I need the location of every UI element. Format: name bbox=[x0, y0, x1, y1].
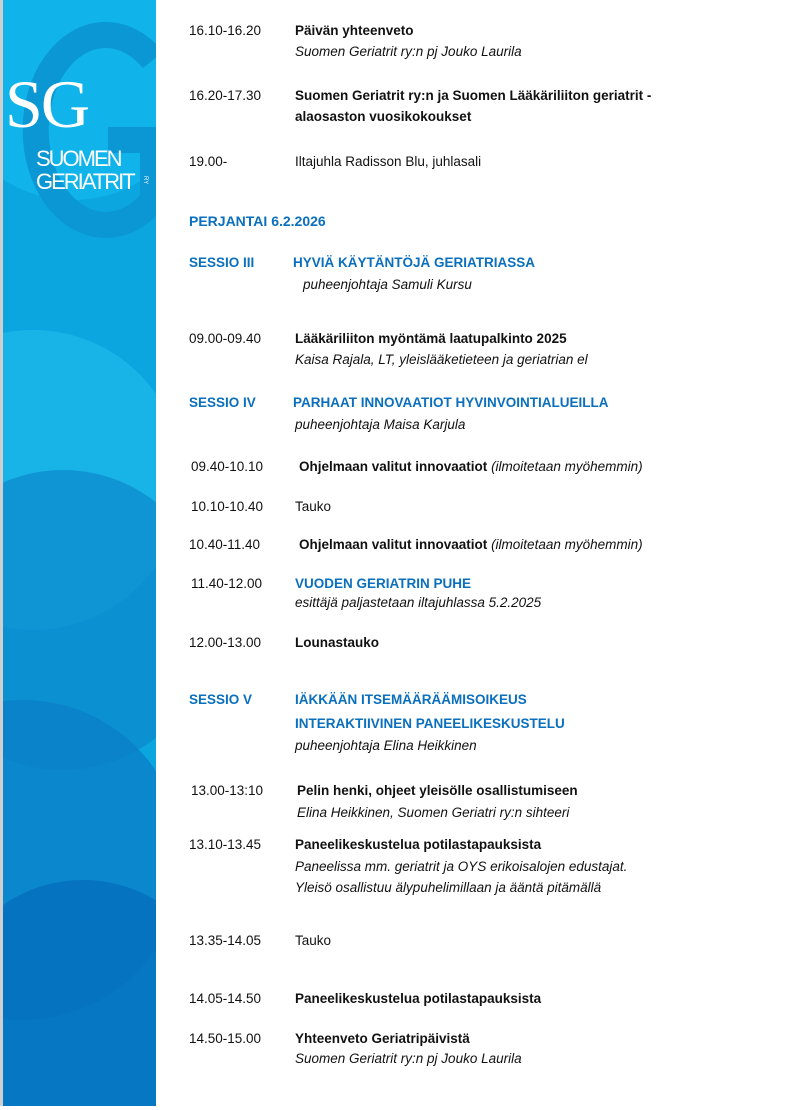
item-title: Lääkäriliiton myöntämä laatupalkinto 2025 bbox=[295, 331, 567, 346]
time: 13.00-13:10 bbox=[191, 783, 264, 798]
session-chair: puheenjohtaja Samuli Kursu bbox=[303, 277, 472, 292]
time: 16.10-16.20 bbox=[189, 23, 262, 38]
time: 13.35-14.05 bbox=[189, 933, 262, 948]
logo-initials: SG bbox=[5, 66, 88, 142]
time: 11.40-12.00 bbox=[191, 576, 263, 591]
item-sub: Elina Heikkinen, Suomen Geriatri ry:n sihteeri bbox=[297, 805, 570, 820]
session-label: SESSIO III bbox=[189, 255, 255, 270]
item-title: Ohjelmaan valitut innovaatiot bbox=[299, 459, 488, 474]
logo-suffix: RY bbox=[142, 176, 148, 185]
item-note: (ilmoitetaan myöhemmin) bbox=[491, 459, 643, 474]
logo-text: GERIATRIT bbox=[36, 169, 134, 194]
decorative-sidebar bbox=[0, 0, 156, 1106]
time: 14.05-14.50 bbox=[189, 991, 262, 1006]
session-title: HYVIÄ KÄYTÄNTÖJÄ GERIATRIASSA bbox=[293, 255, 536, 270]
item-title: Ohjelmaan valitut innovaatiot bbox=[299, 537, 488, 552]
item-sub: Suomen Geriatrit ry:n pj Jouko Laurila bbox=[295, 44, 522, 59]
item-title: Päivän yhteenveto bbox=[295, 23, 414, 38]
time: 10.10-10.40 bbox=[191, 499, 264, 514]
session-label: SESSIO IV bbox=[189, 395, 256, 410]
item-sub: Suomen Geriatrit ry:n pj Jouko Laurila bbox=[295, 1051, 522, 1066]
item-sub: Paneelissa mm. geriatrit ja OYS erikoisalojen edustajat. bbox=[295, 859, 628, 874]
item-title-line bbox=[299, 458, 643, 476]
day-heading: PERJANTAI 6.2.2026 bbox=[189, 213, 326, 229]
session-title: IÄKKÄÄN ITSEMÄÄRÄÄMISOIKEUS bbox=[295, 692, 527, 707]
session-chair: puheenjohtaja Maisa Karjula bbox=[295, 417, 466, 432]
session-label: SESSIO V bbox=[189, 692, 253, 707]
item-title: Suomen Geriatrit ry:n ja Suomen Lääkäriliiton geriatrit - bbox=[295, 88, 652, 103]
session-chair: puheenjohtaja Elina Heikkinen bbox=[295, 738, 477, 753]
item-sub: esittäjä paljastetaan iltajuhlassa 5.2.2025 bbox=[295, 595, 542, 610]
item-sub: Yleisö osallistuu älypuhelimillaan ja ääntä pitämällä bbox=[295, 880, 602, 895]
time: 10.40-11.40 bbox=[189, 537, 261, 552]
item-title-line bbox=[299, 536, 643, 554]
time: 12.00-13.00 bbox=[189, 635, 262, 650]
session-title: PARHAAT INNOVAATIOT HYVINVOINTIALUEILLA bbox=[293, 395, 609, 410]
item-title: Paneelikeskustelua potilastapauksista bbox=[295, 837, 542, 852]
item-note: (ilmoitetaan myöhemmin) bbox=[491, 537, 643, 552]
item-title: Tauko bbox=[295, 933, 332, 948]
time: 13.10-13.45 bbox=[189, 837, 262, 852]
time: 14.50-15.00 bbox=[189, 1031, 262, 1046]
item-title: alaosaston vuosikokoukset bbox=[295, 109, 472, 124]
item-title: Yhteenveto Geriatripäivistä bbox=[295, 1031, 470, 1046]
session-title: INTERAKTIIVINEN PANEELIKESKUSTELU bbox=[295, 716, 565, 731]
item-title: Lounastauko bbox=[295, 635, 380, 650]
decor-circle bbox=[0, 880, 156, 1106]
time: 09.00-09.40 bbox=[189, 331, 262, 346]
item-sub: Kaisa Rajala, LT, yleislääketieteen ja geriatrian el bbox=[295, 352, 588, 367]
logo-text: SUOMEN bbox=[36, 146, 121, 171]
time: 16.20-17.30 bbox=[189, 88, 262, 103]
item-title: Tauko bbox=[295, 499, 332, 514]
item-title: Paneelikeskustelua potilastapauksista bbox=[295, 991, 542, 1006]
time: 09.40-10.10 bbox=[191, 459, 264, 474]
time: 19.00- bbox=[189, 154, 228, 169]
item-title: VUODEN GERIATRIN PUHE bbox=[295, 576, 472, 591]
item-title: Iltajuhla Radisson Blu, juhlasali bbox=[295, 154, 482, 169]
item-title: Pelin henki, ohjeet yleisölle osallistumiseen bbox=[297, 783, 578, 798]
